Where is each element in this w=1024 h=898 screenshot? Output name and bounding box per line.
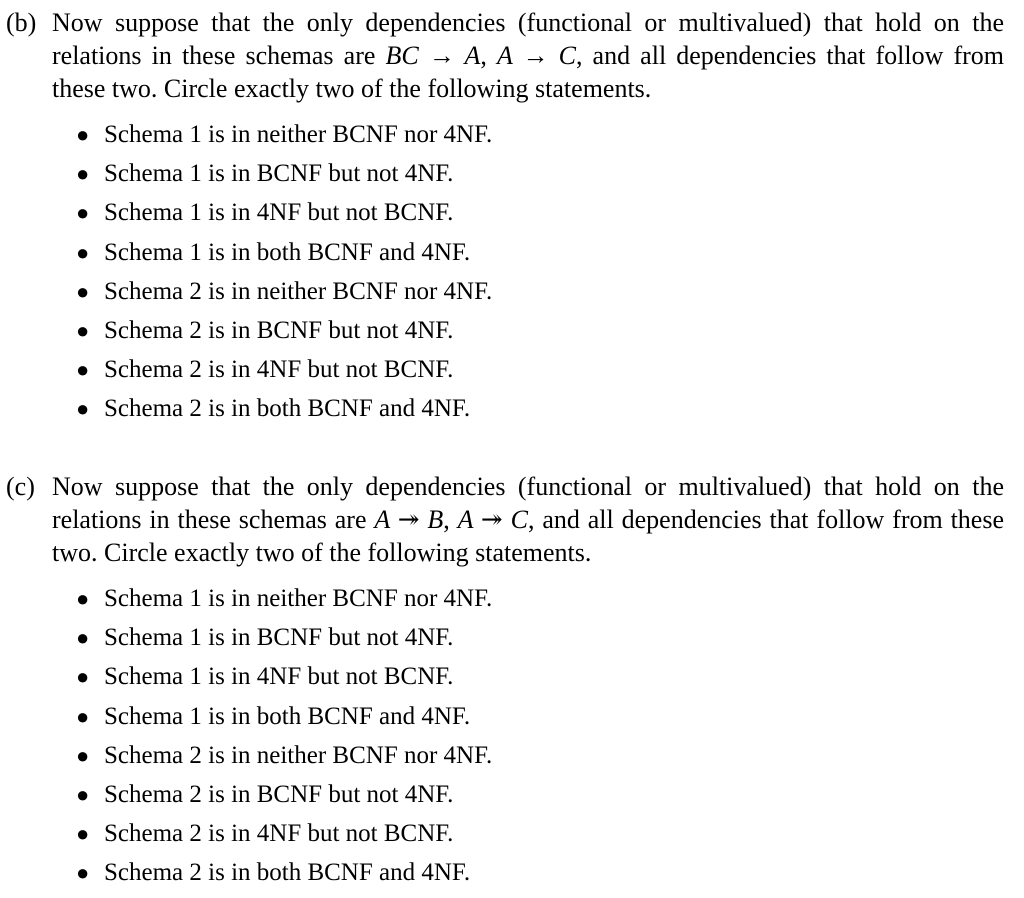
- option-text: Schema 1 is in both BCNF and 4NF.: [104, 238, 471, 266]
- question-b-option[interactable]: [0, 272, 1024, 311]
- question-c-options: [0, 579, 1024, 893]
- option-text: Schema 2 is in both BCNF and 4NF.: [104, 859, 471, 887]
- question-c-option[interactable]: [0, 618, 1024, 657]
- question-c-prompt: (c) Now suppose that the only dependencies (functional or multivalued) that hold on the relations in these schemas are A ↠ B, A ↠ C, and all dependencies that follow from these two. Circle exactly two of the following statements.: [6, 472, 1005, 567]
- question-b-prompt: (b) Now suppose that the only dependencies (functional or multivalued) that hold on the relations in these schemas are BC → A, A → C, and all dependencies that follow from these two. Circle exactly two of the following statements.: [6, 8, 1005, 103]
- option-text: Schema 2 is in BCNF but not 4NF.: [104, 316, 454, 344]
- question-b-options: [0, 115, 1024, 429]
- question-c: [0, 470, 1024, 893]
- bullet-icon: ●: [76, 278, 90, 304]
- option-text: Schema 1 is in both BCNF and 4NF.: [104, 702, 471, 730]
- option-text: Schema 1 is in 4NF but not BCNF.: [104, 663, 454, 691]
- option-text: Schema 1 is in BCNF but not 4NF.: [104, 624, 454, 652]
- option-text: Schema 1 is in neither BCNF nor 4NF.: [104, 585, 493, 612]
- question-c-option[interactable]: [0, 775, 1024, 814]
- question-c-option[interactable]: [0, 697, 1024, 736]
- bullet-icon: ●: [76, 122, 90, 147]
- bullet-icon: ●: [76, 317, 90, 343]
- question-b-option[interactable]: [0, 389, 1024, 428]
- question-c-dependency-1: A ↠ B: [374, 505, 444, 534]
- bullet-icon: ●: [76, 703, 90, 729]
- question-b-outro: , and all dependencies that follow from these two. Circle exactly two of the following statements.: [52, 41, 1005, 103]
- question-c-dependency-2: A ↠ C: [457, 505, 528, 534]
- question-c-option[interactable]: [0, 657, 1024, 696]
- option-text: Schema 2 is in 4NF but not BCNF.: [104, 820, 454, 848]
- question-b-option[interactable]: [0, 115, 1024, 154]
- question-b: [0, 6, 1024, 429]
- bullet-icon: ●: [76, 625, 90, 651]
- question-c-intro: Now suppose that the only dependencies (functional or multivalued) that hold on the relations in these schemas are: [52, 472, 1004, 534]
- bullet-icon: ●: [76, 161, 90, 187]
- bullet-icon: ●: [76, 664, 90, 690]
- bullet-icon: ●: [76, 742, 90, 768]
- question-c-outro: , and all dependencies that follow from these two. Circle exactly two of the following statements.: [52, 505, 1005, 567]
- option-text: Schema 2 is in neither BCNF nor 4NF.: [104, 741, 493, 769]
- option-text: Schema 1 is in 4NF but not BCNF.: [104, 199, 454, 227]
- question-c-option[interactable]: [0, 814, 1024, 853]
- bullet-icon: ●: [76, 860, 90, 886]
- bullet-icon: ●: [76, 821, 90, 847]
- question-c-option[interactable]: [0, 853, 1024, 892]
- question-b-label: (b): [6, 8, 37, 37]
- option-text: Schema 1 is in neither BCNF nor 4NF.: [104, 121, 493, 148]
- question-b-option[interactable]: [0, 311, 1024, 350]
- question-b-dependency-1: BC → A: [385, 41, 481, 70]
- option-text: Schema 2 is in 4NF but not BCNF.: [104, 356, 454, 384]
- question-b-intro: Now suppose that the only dependencies (functional or multivalued) that hold on the relations in these schemas are: [52, 8, 1004, 70]
- question-b-dependency-2: A → C: [496, 41, 576, 70]
- option-text: Schema 2 is in BCNF but not 4NF.: [104, 780, 454, 808]
- question-b-option[interactable]: [0, 154, 1024, 193]
- question-c-option[interactable]: [0, 736, 1024, 775]
- option-text: Schema 2 is in neither BCNF nor 4NF.: [104, 277, 493, 305]
- option-text: Schema 2 is in both BCNF and 4NF.: [104, 395, 471, 423]
- bullet-icon: ●: [76, 200, 90, 226]
- question-c-label: (c): [6, 472, 35, 501]
- option-text: Schema 1 is in BCNF but not 4NF.: [104, 160, 454, 188]
- question-b-option[interactable]: [0, 350, 1024, 389]
- bullet-icon: ●: [76, 239, 90, 265]
- bullet-icon: ●: [76, 586, 90, 611]
- bullet-icon: ●: [76, 357, 90, 383]
- question-b-option[interactable]: [0, 193, 1024, 232]
- bullet-icon: ●: [76, 396, 90, 422]
- bullet-icon: ●: [76, 781, 90, 807]
- question-c-option[interactable]: [0, 579, 1024, 618]
- question-b-option[interactable]: [0, 233, 1024, 272]
